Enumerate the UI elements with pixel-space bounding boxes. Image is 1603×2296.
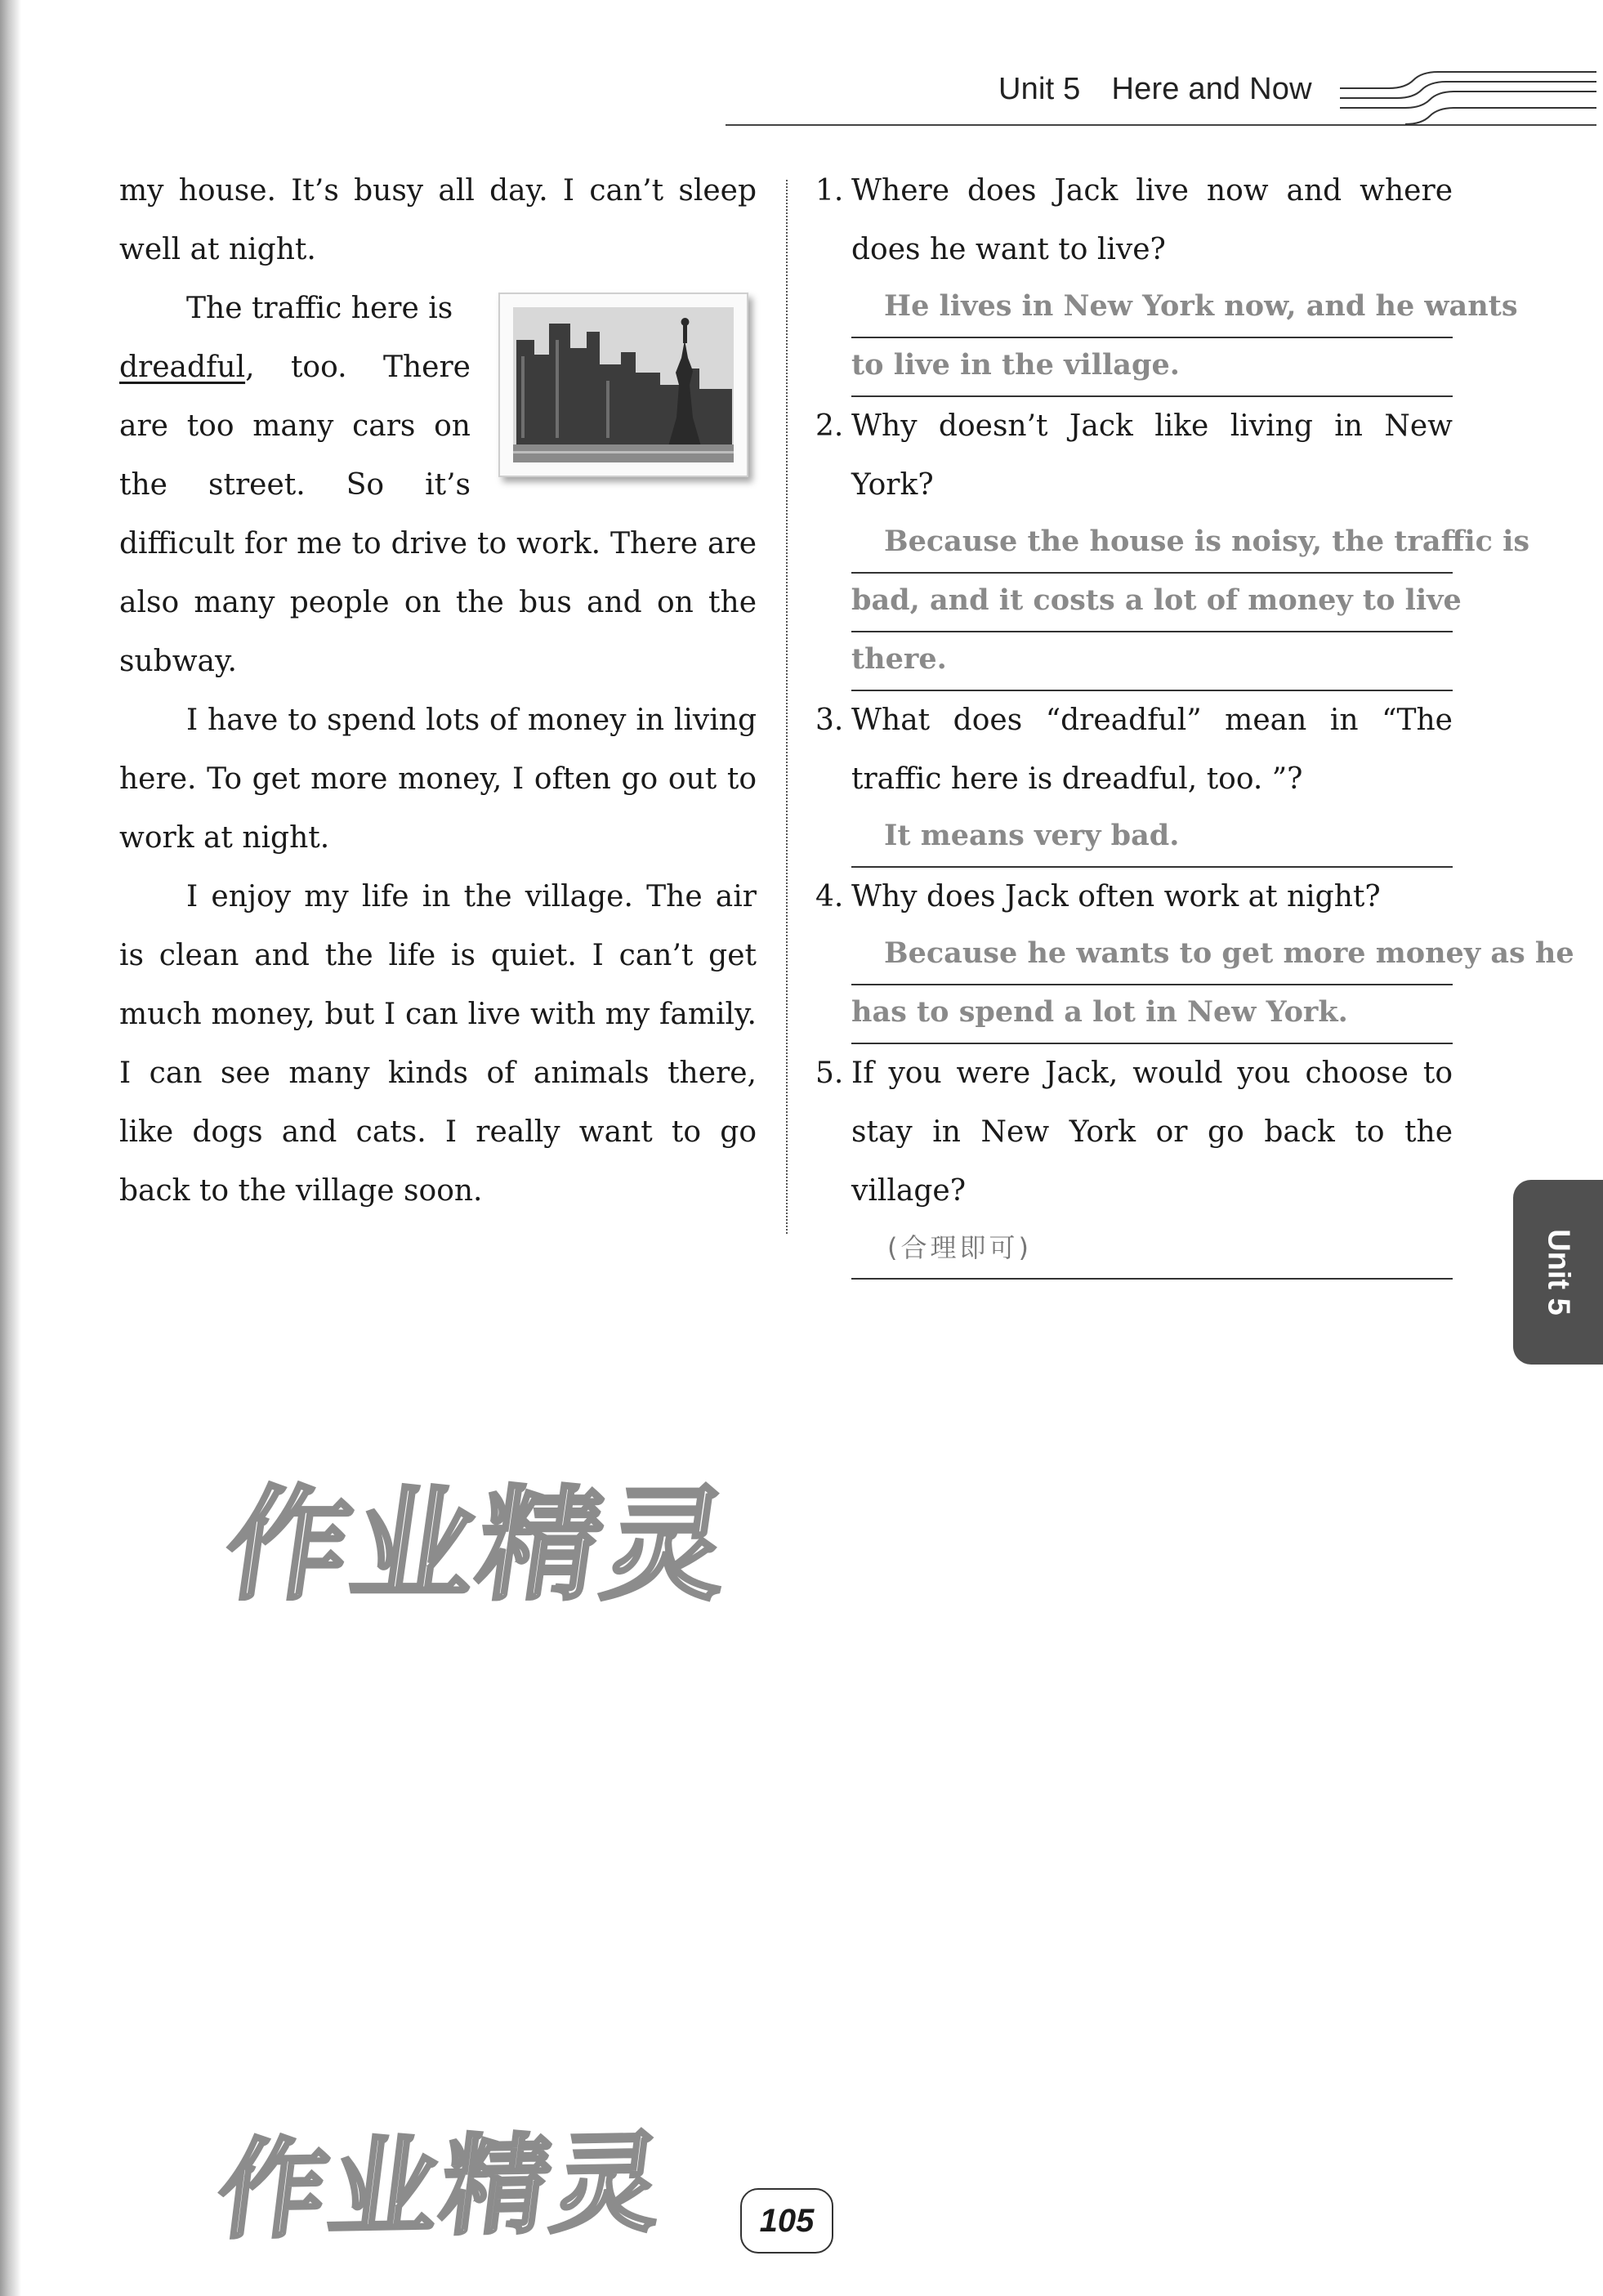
question-item bbox=[815, 868, 1574, 1044]
passage-paragraph: my house. It’s busy all day. I can’t sleep well at night. bbox=[119, 174, 757, 266]
question-number: 2. bbox=[815, 409, 844, 443]
running-header bbox=[998, 72, 1312, 107]
header-title: Here and Now bbox=[1111, 72, 1312, 106]
unit-side-tab bbox=[1513, 1180, 1603, 1365]
reading-passage bbox=[119, 162, 757, 1221]
question-item bbox=[815, 1044, 1453, 1280]
question-item bbox=[815, 397, 1530, 691]
question-number: 4. bbox=[815, 880, 844, 913]
question-text: Why doesn’t Jack like living in New York? bbox=[851, 409, 1453, 502]
answer-line: there. bbox=[851, 632, 1453, 691]
question-number: 5. bbox=[815, 1056, 844, 1090]
side-tab-label: Unit 5 bbox=[1541, 1229, 1576, 1316]
question-text: What does “dreadful” mean in “The traffic here is dreadful, too. ”? bbox=[851, 704, 1453, 796]
passage-paragraph: I enjoy my life in the village. The air is clean and the life is quiet. I can’t get much money, but I can live with my family. I can see many kinds of animals there, like dogs and cats. I really want to go back to the village soon. bbox=[119, 880, 757, 1208]
passage-paragraph: I have to spend lots of money in living here. To get more money, I often go out to work at night. bbox=[119, 704, 757, 855]
answer-line: has to spend a lot in New York. bbox=[851, 985, 1453, 1044]
watermark: 作业精灵 bbox=[217, 1475, 741, 1617]
question-text: Where does Jack live now and where does he want to live? bbox=[851, 174, 1453, 266]
question-number: 1. bbox=[815, 174, 844, 208]
underlined-word-dreadful: dreadful bbox=[119, 351, 246, 384]
question-item bbox=[815, 691, 1453, 868]
book-spine-shadow bbox=[0, 0, 21, 2296]
new-york-photo bbox=[493, 284, 757, 480]
question-text: Why does Jack often work at night? bbox=[851, 880, 1381, 913]
answer-line: bad, and it costs a lot of money to live bbox=[851, 574, 1453, 632]
column-divider bbox=[786, 180, 788, 1234]
question-item bbox=[815, 162, 1518, 397]
header-unit: Unit 5 bbox=[998, 72, 1081, 106]
answer-line: to live in the village. bbox=[851, 338, 1453, 397]
header-decoration-lines bbox=[1332, 65, 1596, 131]
answer-line: Because he wants to get more money as he bbox=[851, 927, 1453, 985]
skyline-statue-of-liberty-image bbox=[513, 307, 734, 462]
answer-line: Because the house is noisy, the traffic is bbox=[851, 515, 1453, 574]
answer-line: He lives in New York now, and he wants bbox=[851, 279, 1453, 338]
page-number: 105 bbox=[740, 2188, 833, 2254]
question-number: 3. bbox=[815, 704, 844, 737]
question-text: If you were Jack, would you choose to stay in New York or go back to the village? bbox=[851, 1056, 1453, 1208]
answer-line: (合理即可) bbox=[851, 1221, 1453, 1280]
answer-line: It means very bad. bbox=[851, 809, 1453, 868]
watermark: 作业精灵 bbox=[211, 2120, 672, 2254]
passage-paragraph: The traffic here is dreadful, too. There are too many cars on the street. So it’s difficult for me to drive to work. There are also many people on the bus and on the subway. bbox=[119, 292, 757, 678]
